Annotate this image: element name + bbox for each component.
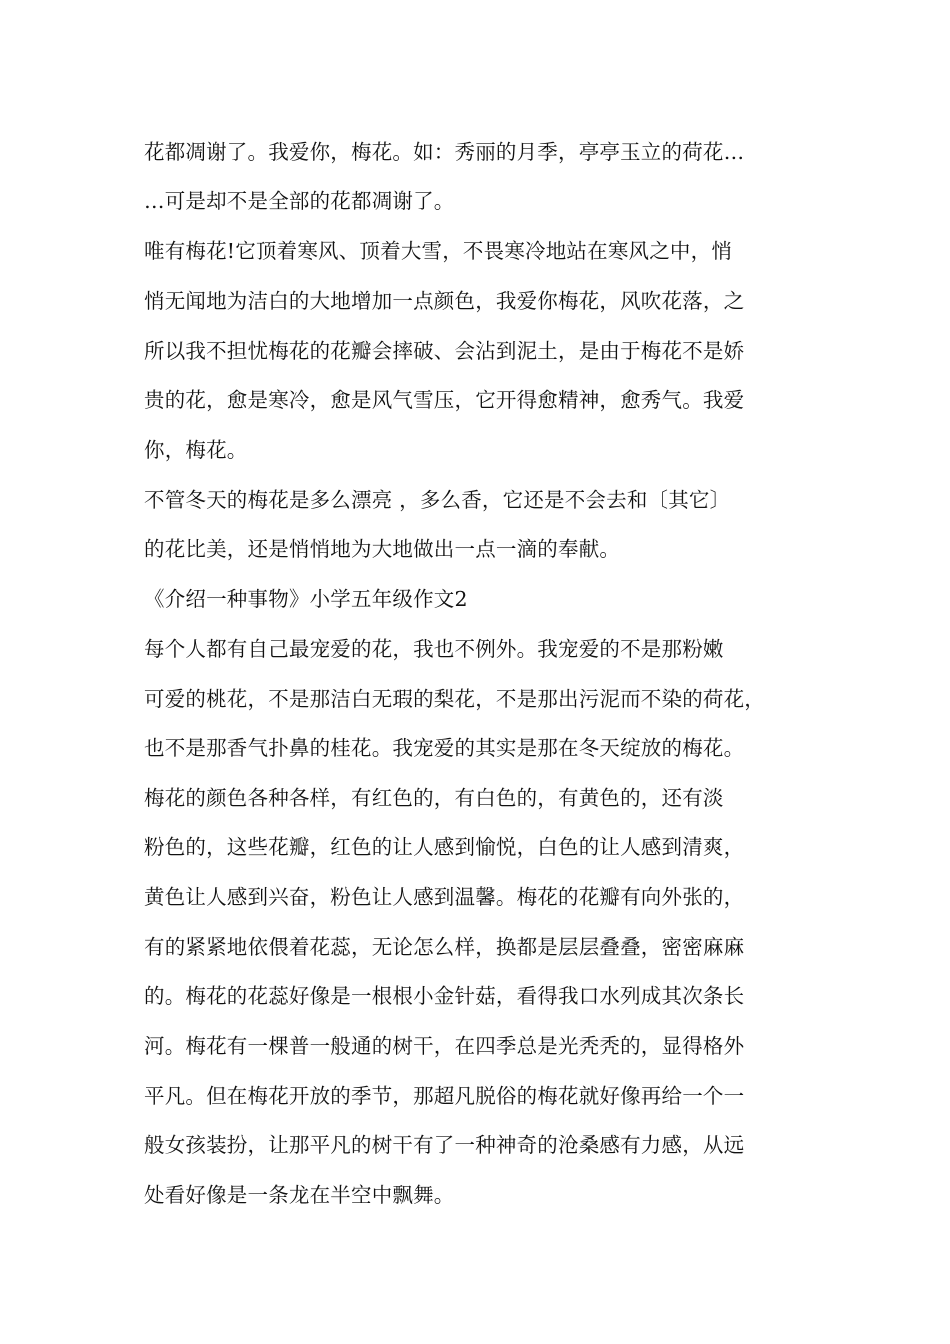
- text-line: 你，梅花。: [144, 438, 248, 462]
- text-line: 梅花的颜色各种各样，有红色的，有白色的，有黄色的，还有淡: [144, 786, 724, 810]
- text-line: 每个人都有自己最宠爱的花，我也不例外。我宠爱的不是那粉嫩: [144, 637, 724, 661]
- text-line: 唯有梅花!它顶着寒风、顶着大雪，不畏寒冷地站在寒风之中，悄: [144, 239, 733, 263]
- text-line: 的花比美，还是悄悄地为大地做出一点一滴的奉献。: [144, 537, 621, 561]
- text-line: 处看好像是一条龙在半空中飘舞。: [144, 1183, 455, 1207]
- text-line: 悄无闻地为洁白的大地增加一点颜色，我爱你梅花，风吹花落，之: [144, 289, 745, 313]
- text-line: 不管冬天的梅花是多么漂亮 ，多么香，它还是不会去和〔其它〕: [144, 488, 731, 512]
- text-line: 花都凋谢了。我爱你，梅花。如：秀丽的月季，亭亭玉立的荷花…: [144, 140, 745, 164]
- text-line: 黄色让人感到兴奋，粉色让人感到温馨。梅花的花瓣有向外张的，: [144, 885, 745, 909]
- text-line: 也不是那香气扑鼻的桂花。我宠爱的其实是那在冬天绽放的梅花。: [144, 736, 745, 760]
- text-line: 的。梅花的花蕊好像是一根根小金针菇，看得我口水列成其次条长: [144, 984, 745, 1008]
- text-line: 粉色的，这些花瓣，红色的让人感到愉悦，白色的让人感到清爽，: [144, 835, 745, 859]
- text-line: 可爱的桃花，不是那洁白无瑕的梨花，不是那出污泥而不染的荷花，: [144, 687, 765, 711]
- text-line: 有的紧紧地依偎着花蕊，无论怎么样，换都是层层叠叠，密密麻麻: [144, 935, 745, 959]
- text-line: …可是却不是全部的花都凋谢了。: [144, 189, 455, 213]
- essay-title: 《介绍一种事物》小学五年级作文2: [144, 587, 468, 611]
- text-line: 般女孩装扮，让那平凡的树干有了一种神奇的沧桑感有力感，从远: [144, 1133, 745, 1157]
- text-line: 所以我不担忧梅花的花瓣会摔破、会沾到泥土，是由于梅花不是娇: [144, 339, 745, 363]
- text-line: 贵的花，愈是寒冷，愈是风气雪压，它开得愈精神，愈秀气。我爱: [144, 388, 745, 412]
- text-line: 平凡。但在梅花开放的季节，那超凡脱俗的梅花就好像再给一个一: [144, 1084, 745, 1108]
- text-line: 河。梅花有一棵普一般通的树干，在四季总是光秃秃的，显得格外: [144, 1034, 745, 1058]
